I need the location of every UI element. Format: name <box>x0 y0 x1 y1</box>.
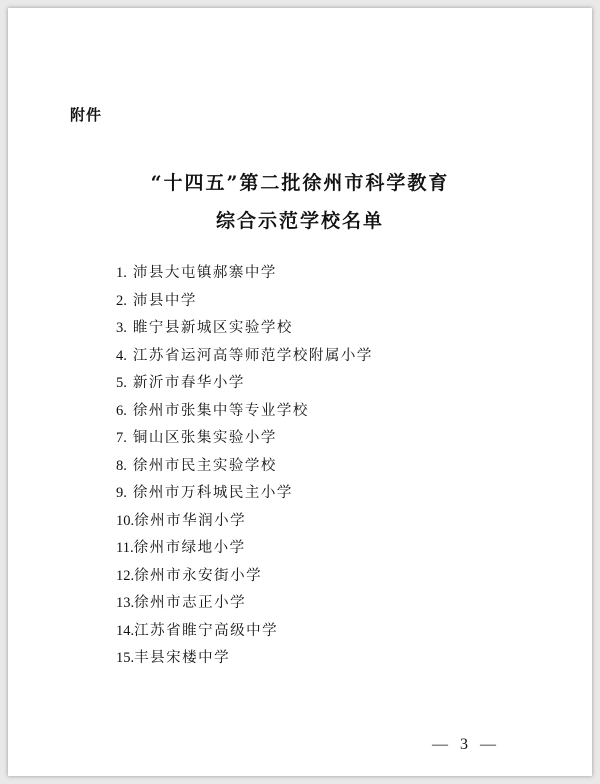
attachment-label: 附件 <box>70 106 103 124</box>
item-number: 4. <box>116 347 127 364</box>
item-number: 8. <box>116 457 127 474</box>
school-name: 徐州市永安街小学 <box>134 567 263 584</box>
school-name: 徐州市张集中等专业学校 <box>132 402 309 419</box>
item-number: 2. <box>116 292 127 309</box>
item-number: 13. <box>116 595 135 611</box>
school-name: 沛县大屯镇郝寨中学 <box>132 265 277 281</box>
list-item <box>116 425 373 453</box>
list-item <box>116 590 373 618</box>
school-name: 徐州市绿地小学 <box>133 540 246 556</box>
item-number: 3. <box>116 320 127 336</box>
school-name: 江苏省运河高等师范学校附属小学 <box>132 347 373 364</box>
school-name: 徐州市民主实验学校 <box>132 457 277 474</box>
page-number: — 3 — <box>432 736 500 753</box>
document-title-line1: “十四五”第二批徐州市科学教育 <box>150 172 450 194</box>
document-page <box>8 8 592 776</box>
list-item <box>116 288 373 316</box>
list-item <box>116 480 373 508</box>
item-number: 15. <box>116 650 135 666</box>
list-item <box>116 398 373 426</box>
school-name: 铜山区张集实验小学 <box>132 430 277 446</box>
school-name: 徐州市万科城民主小学 <box>132 485 293 501</box>
list-item <box>116 453 373 481</box>
item-number: 11. <box>116 540 134 556</box>
school-list <box>116 260 373 673</box>
school-name: 新沂市春华小学 <box>132 375 245 391</box>
document-title-line2: 综合示范学校名单 <box>215 210 384 232</box>
list-item <box>116 315 373 343</box>
school-name: 丰县宋楼中学 <box>134 650 231 666</box>
list-item <box>116 645 373 673</box>
list-item <box>116 535 373 563</box>
item-number: 14. <box>116 622 135 639</box>
school-name: 江苏省睢宁高级中学 <box>134 622 279 639</box>
item-number: 1. <box>116 265 127 281</box>
item-number: 9. <box>116 485 127 501</box>
school-name: 徐州市志正小学 <box>134 595 247 611</box>
item-number: 6. <box>116 402 127 419</box>
list-item <box>116 618 373 646</box>
school-name: 沛县中学 <box>132 292 197 309</box>
list-item <box>116 370 373 398</box>
school-name: 徐州市华润小学 <box>134 512 247 529</box>
item-number: 12. <box>116 567 135 584</box>
item-number: 10. <box>116 512 135 529</box>
list-item <box>116 508 373 536</box>
school-name: 睢宁县新城区实验学校 <box>132 320 293 336</box>
item-number: 5. <box>116 375 127 391</box>
list-item <box>116 563 373 591</box>
list-item <box>116 343 373 371</box>
list-item <box>116 260 373 288</box>
item-number: 7. <box>116 430 127 446</box>
